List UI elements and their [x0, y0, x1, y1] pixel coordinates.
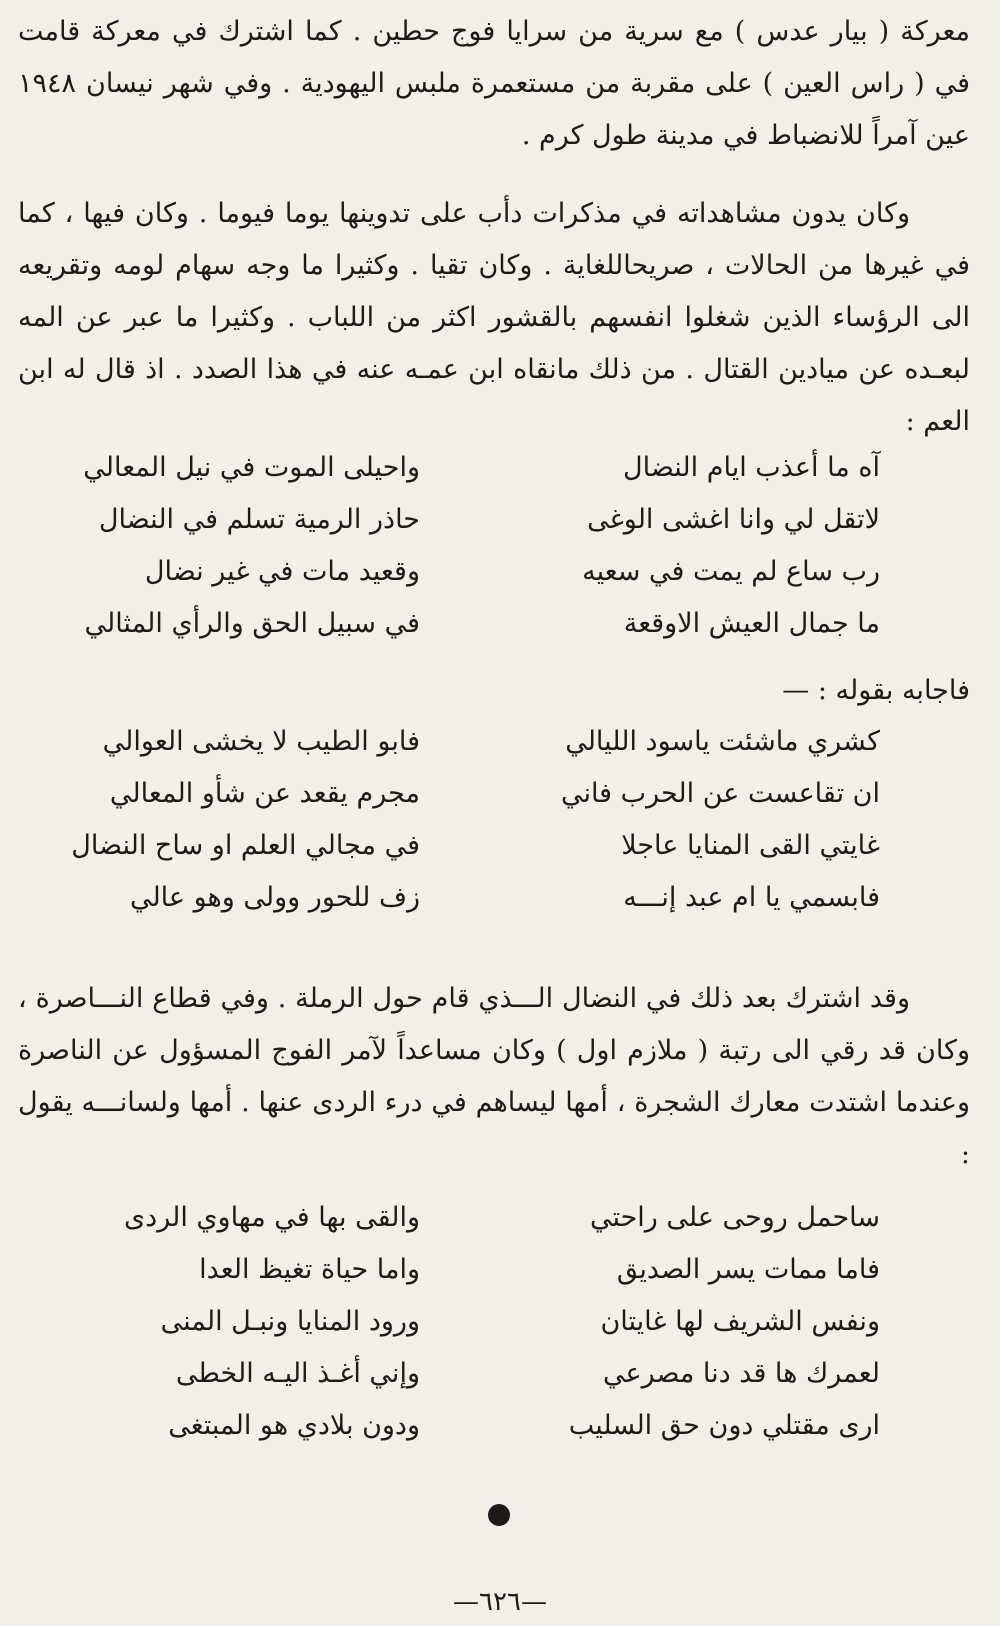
verse-first-hemistich: كشري ماشئت ياسود الليالي [565, 726, 880, 757]
verse-second-hemistich: وقعيد مات في غير نضال [144, 556, 420, 587]
paragraph-later: وقد اشترك بعد ذلك في النضال الـــذي قام حول الرملة . وفي قطاع النـــاصرة ، وكان قد رقي الى رتبة ( ملازم اول ) وكان مساعداً لآمر الفوج المسؤول عن الناصرة وعندما اشتدت معارك الشجرة ، أمها ليساهم في درء الردى عنها . أمها ولسانـــه يقول : [18, 983, 970, 1170]
verse-second-hemistich: ورود المنايا ونبـل المنى [160, 1306, 420, 1337]
verse-first-hemistich: ساحمل روحى على راحتي [589, 1202, 880, 1233]
verse-second-hemistich: في سبيل الحق والرأي المثالي [84, 608, 420, 639]
verse-first-hemistich: ان تقاعست عن الحرب فاني [560, 778, 880, 809]
verse-second-hemistich: مجرم يقعد عن شأو المعالي [109, 778, 420, 809]
verse-first-hemistich: لاتقل لي وانا اغشى الوغى [587, 504, 880, 535]
section-bullet-icon [488, 1504, 510, 1526]
verse-first-hemistich: لعمرك ها قد دنا مصرعي [602, 1358, 880, 1389]
verse-second-hemistich: حاذر الرمية تسلم في النضال [98, 504, 420, 535]
verse-second-hemistich: واما حياة تغيظ العدا [199, 1254, 420, 1285]
page-number: —٦٢٦— [453, 1587, 547, 1617]
reply-label: فاجابه بقوله : — [782, 675, 970, 706]
verse-first-hemistich: غايتي القى المنايا عاجلا [621, 830, 880, 861]
verse-second-hemistich: والقى بها في مهاوي الردى [124, 1202, 420, 1233]
verse-first-hemistich: ونفس الشريف لها غايتان [600, 1306, 880, 1337]
verse-first-hemistich: رب ساع لم يمت في سعيه [582, 556, 880, 587]
verse-second-hemistich: واحيلى الموت في نيل المعالي [83, 452, 420, 483]
paragraph-memoirs: وكان يدون مشاهداته في مذكرات دأب على تدوينها يوما فيوما . وكان فيها ، كما في غيرها من الحالات ، صريحاللغاية . وكان تقيا . وكثيرا ما وجه سهام لومه وتقريعه الى الرؤساء الذين شغلوا انفسهم بالقشور اكثر من اللباب . وكثيرا ما عبر عن المه لبعـده عن ميادين القتال . من ذلك مانقاه ابن عمـه عنه في هذا الصدد . اذ قال له ابن العم : [18, 198, 970, 437]
verse-first-hemistich: فاما ممات يسر الصديق [616, 1254, 880, 1285]
verse-second-hemistich: ودون بلادي هو المبتغى [168, 1410, 420, 1441]
verse-first-hemistich: ارى مقتلي دون حق السليب [568, 1410, 880, 1441]
verse-first-hemistich: آه ما أعذب ايام النضال [623, 452, 880, 483]
verse-first-hemistich: ما جمال العيش الاوقعة [623, 608, 880, 639]
verse-second-hemistich: فابو الطيب لا يخشى العوالي [102, 726, 420, 757]
verse-second-hemistich: زف للحور وولى وهو عالي [129, 882, 420, 913]
verse-first-hemistich: فابسمي يا ام عبد إنـــه [623, 882, 880, 913]
paragraph-intro: معركة ( بيار عدس ) مع سرية من سرايا فوج حطين . كما اشترك في معركة قامت في ( راس العين ) على مقربة من مستعمرة ملبس اليهودية . وفي شهر نيسان ١٩٤٨ عين آمراً للانضباط في مدينة طول كرم . [18, 16, 970, 151]
verse-second-hemistich: في مجالي العلم او ساح النضال [71, 830, 420, 861]
verse-second-hemistich: وإني أغـذ اليـه الخطى [175, 1358, 420, 1389]
